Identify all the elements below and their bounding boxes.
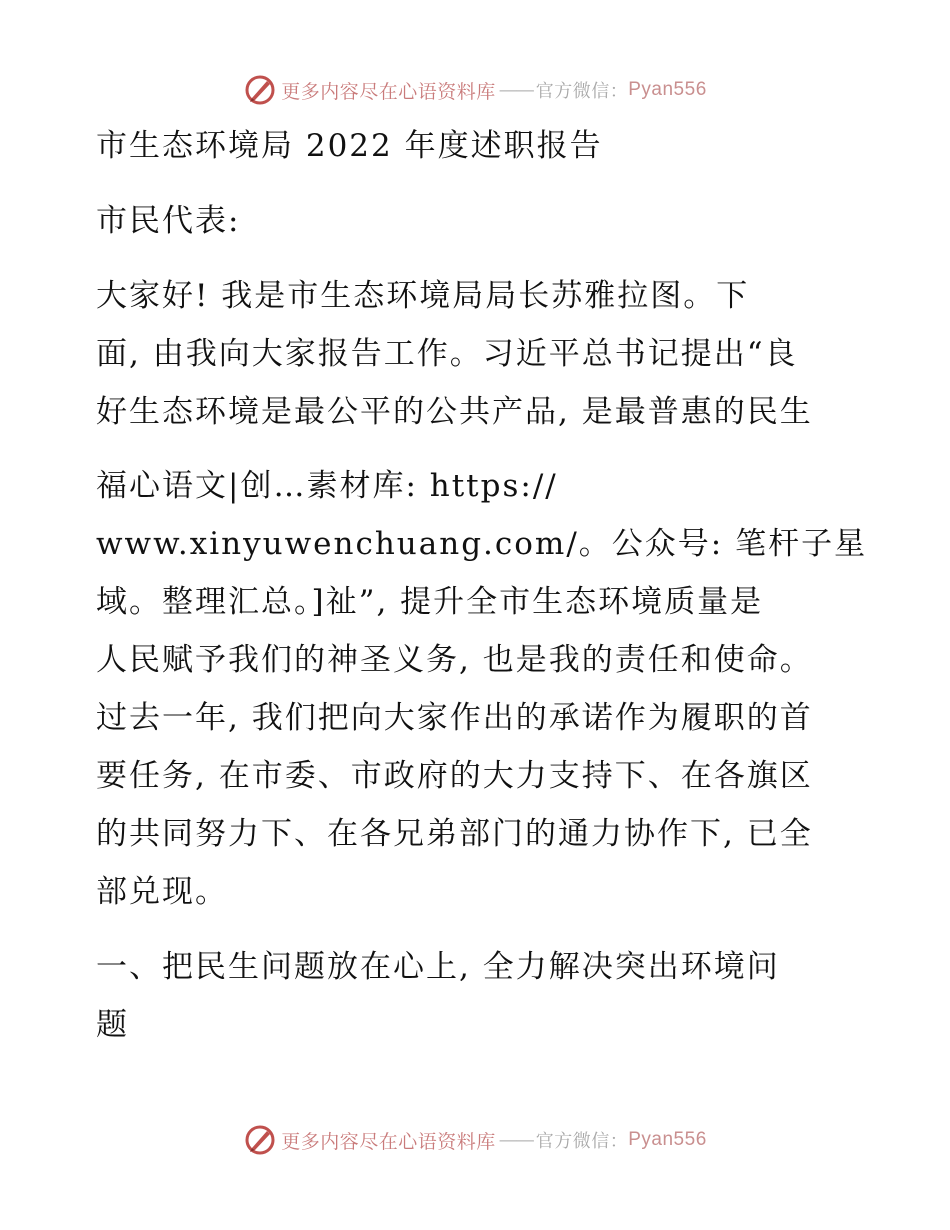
section-heading-line: 一、把民生问题放在心上, 全力解决突出环境问 — [96, 949, 780, 985]
paragraph-line: 域。整理汇总。]祉”, 提升全市生态环境质量是 — [96, 584, 764, 620]
section-heading-line: 题 — [96, 1007, 129, 1043]
watermark-wechat-id: Pyan556 — [628, 1129, 707, 1150]
section-heading-1 — [96, 938, 856, 1054]
paragraph-line: 人民赋予我们的神圣义务, 也是我的责任和使命。 — [96, 642, 813, 678]
paragraph-line: 的共同努力下、在各兄弟部门的通力协作下, 已全 — [96, 816, 813, 852]
watermark-brand: 更多内容尽在心语资料库 — [281, 1130, 496, 1153]
watermark-footer — [0, 1120, 950, 1160]
quill-logo-icon — [243, 1123, 277, 1157]
watermark-brand: 更多内容尽在心语资料库 — [281, 80, 496, 103]
watermark-label: 官方微信： — [535, 81, 629, 102]
paragraph-line: 福心语文|创…素材库: https:// — [96, 468, 558, 504]
paragraph-intro — [96, 267, 856, 441]
watermark-wechat-id: Pyan556 — [628, 79, 707, 100]
paragraph-line: 好生态环境是最公平的公共产品, 是最普惠的民生 — [96, 394, 813, 430]
paragraph-line: 要任务, 在市委、市政府的大力支持下、在各旗区 — [96, 758, 813, 794]
watermark-label: 官方微信： — [535, 1131, 629, 1152]
quill-logo-icon — [243, 73, 277, 107]
paragraph-line: www.xinyuwenchuang.com/。公众号: 笔杆子星 — [96, 526, 868, 562]
watermark-header — [0, 70, 950, 110]
document-title: 市生态环境局 2022 年度述职报告 — [96, 128, 603, 164]
paragraph-line: 面, 由我向大家报告工作。习近平总书记提出“良 — [96, 336, 798, 372]
paragraph-line: 部兑现。 — [96, 874, 228, 910]
watermark-separator: —— — [498, 79, 533, 101]
watermark-separator: —— — [498, 1129, 533, 1151]
paragraph-line: 过去一年, 我们把向大家作出的承诺作为履职的首 — [96, 700, 813, 736]
paragraph-body — [96, 457, 868, 921]
salutation: 市民代表: — [96, 203, 241, 239]
paragraph-line: 大家好! 我是市生态环境局局长苏雅拉图。下 — [96, 278, 750, 314]
